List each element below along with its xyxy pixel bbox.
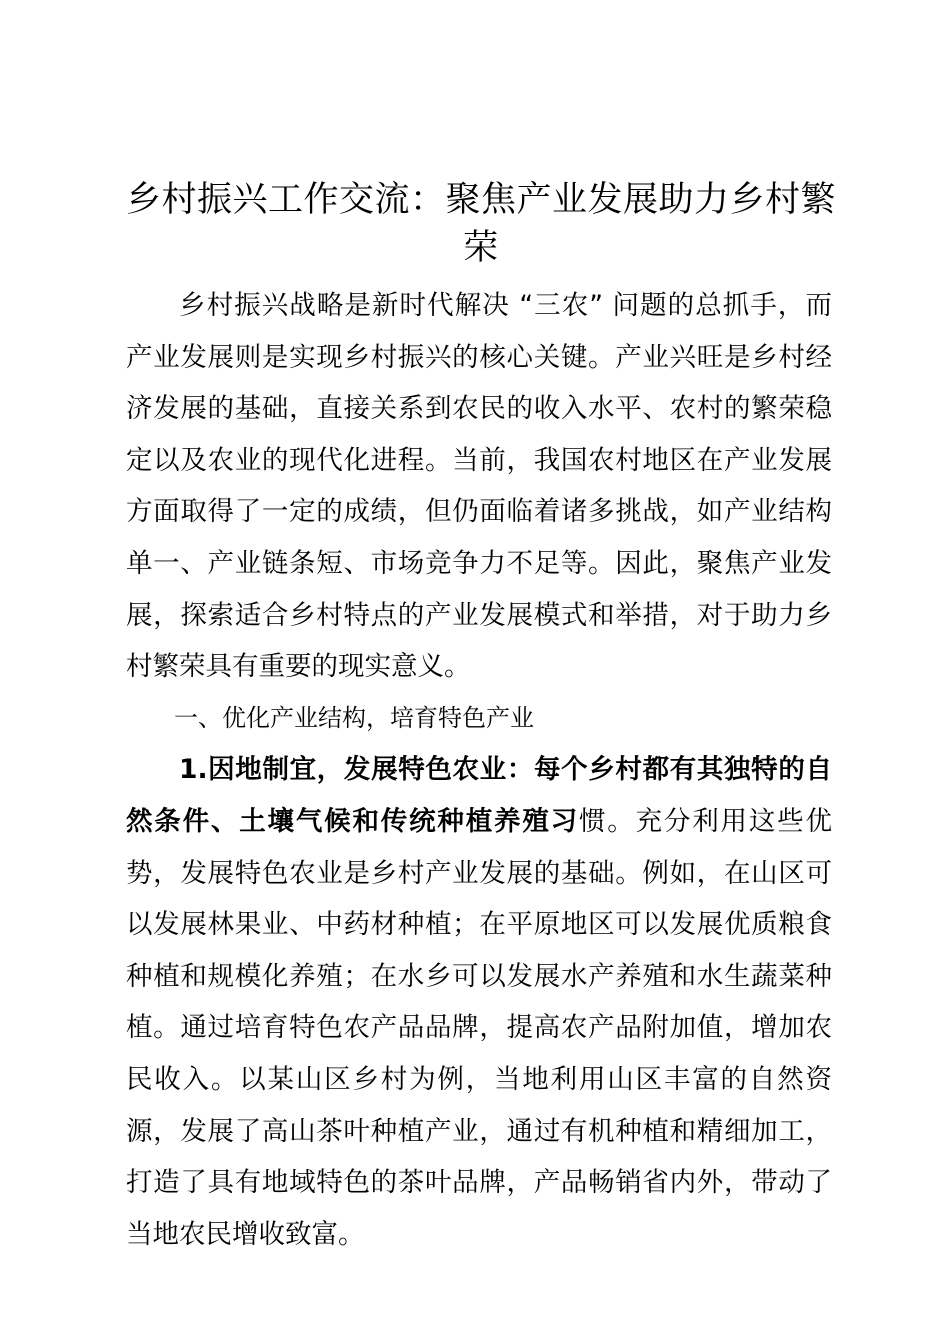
item-lead-text: 1.因地制宜，发展特色农业：每个乡村都有其独特的自然条件、土壤气候和传统种植养殖习 — [126, 754, 832, 837]
item-paragraph — [126, 744, 832, 1260]
document-title: 乡村振兴工作交流：聚焦产业发展助力乡村繁荣 — [126, 180, 837, 268]
section-heading: 一、优化产业结构，培育特色产业 — [174, 703, 534, 732]
intro-paragraph: 乡村振兴战略是新时代解决 “三农” 问题的总抓手，而产业发展则是实现乡村振兴的核心关键。产业兴旺是乡村经济发展的基础，直接关系到农民的收入水平、农村的繁荣稳定以及农业的现代化进程。当前，我国农村地区在产业发展方面取得了一定的成绩，但仍面临着诸多挑战，如产业结构单一、产业链条短、市场竞争力不足等。因此，聚焦产业发展，探索适合乡村特点的产业发展模式和举措，对于助力乡村繁荣具有重要的现实意义。 — [126, 290, 832, 683]
item-body-text: 惯。充分利用这些优势，发展特色农业是乡村产业发展的基础。例如，在山区可以发展林果业、中药材种植；在平原地区可以发展优质粮食种植和规模化养殖；在水乡可以发展水产养殖和水生蔬菜种植。通过培育特色农产品品牌，提高农产品附加值，增加农民收入。以某山区乡村为例，当地利用山区丰富的自然资源，发展了高山茶叶种植产业，通过有机种植和精细加工，打造了具有地域特色的茶叶品牌，产品畅销省内外，带动了当地农民增收致富。 — [126, 805, 832, 1250]
document-body — [126, 280, 832, 1260]
